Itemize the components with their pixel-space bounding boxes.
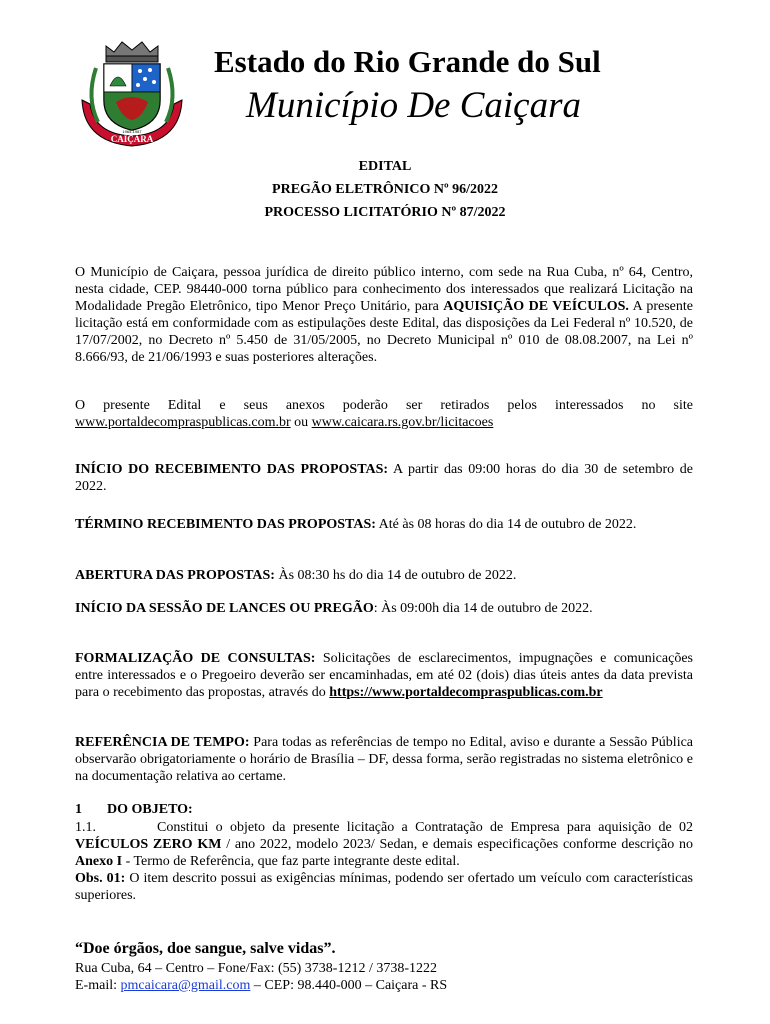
- footer-contact: E-mail: pmcaicara@gmail.com – CEP: 98.440-000 – Caiçara - RS: [75, 978, 448, 993]
- title-pregao: PREGÃO ELETRÔNICO Nº 96/2022: [272, 182, 498, 197]
- footer-quote: “Doe órgãos, doe sangue, salve vidas”.: [75, 940, 336, 957]
- obs-paragraph: Obs. 01: O item descrito possui as exigências mínimas, podendo ser ofertado um veículo com características superiores.: [75, 871, 693, 903]
- section-1-title: 1 DO OBJETO:: [75, 802, 193, 817]
- state-heading: Estado do Rio Grande do Sul: [214, 44, 601, 79]
- sessao-paragraph: INÍCIO DA SESSÃO DE LANCES OU PREGÃO: Às 09:00h dia 14 de outubro de 2022.: [75, 601, 593, 616]
- portal-https-link[interactable]: https://www.portaldecompraspublicas.com.br: [329, 685, 603, 700]
- portal-link[interactable]: www.portaldecompraspublicas.com.br: [75, 415, 291, 430]
- municipality-heading: Município De Caiçara: [246, 85, 582, 126]
- title-edital: EDITAL: [358, 159, 412, 174]
- section-1-item-1: 1.1. Constitui o objeto da presente licitação a Contratação de Empresa para aquisição de 02 VEÍCULOS ZERO KM / ano 2022, modelo 2023/ Sedan, e demais especificações conforme descrição no Anexo I - Termo de Referência, que faz parte integrante deste edital.: [75, 820, 693, 869]
- email-link[interactable]: pmcaicara@gmail.com: [120, 978, 251, 993]
- document-titles: [0, 155, 770, 224]
- title-processo: PROCESSO LICITATÓRIO Nº 87/2022: [264, 205, 506, 220]
- municipal-crest-logo: [76, 38, 188, 150]
- termino-recebimento-paragraph: TÉRMINO RECEBIMENTO DAS PROPOSTAS: Até às 08 horas do dia 14 de outubro de 2022.: [75, 517, 637, 532]
- crest-banner-text: CAIÇARA: [110, 134, 154, 144]
- abertura-paragraph: ABERTURA DAS PROPOSTAS: Às 08:30 hs do dia 14 de outubro de 2022.: [75, 568, 517, 583]
- caicara-licitacoes-link[interactable]: www.caicara.rs.gov.br/licitacoes: [311, 415, 494, 430]
- inicio-recebimento-paragraph: INÍCIO DO RECEBIMENTO DAS PROPOSTAS: A partir das 09:00 horas do dia 30 de setembro de 2022.: [75, 462, 693, 494]
- formalizacao-paragraph: FORMALIZAÇÃO DE CONSULTAS: Solicitações de esclarecimentos, impugnações e comunicações entre interessados e o Pregoeiro deverão ser encaminhadas, em até 02 (dois) dias úteis antes da data prevista para o recebimento das propostas, através do https://www.portaldecompraspublicas.com.br: [75, 651, 693, 700]
- referencia-paragraph: REFERÊNCIA DE TEMPO: Para todas as referências de tempo no Edital, aviso e durante a Sessão Pública observarão obrigatoriamente o horário de Brasília – DF, dessa forma, serão registradas no sistema eletrônico e na documentação relativa ao certame.: [75, 735, 694, 784]
- intro-paragraph: O Município de Caiçara, pessoa jurídica de direito público interno, com sede na Rua Cuba, nº 64, Centro, nesta cidade, CEP. 98440-000 torna público para conhecimento dos interessados que realizará Licitação na Modalidade Pregão Eletrônico, tipo Menor Preço Unitário, para AQUISIÇÃO DE VEÍCULOS. A presente licitação está em conformidade com as estipulações deste Edital, das disposições da Lei Federal nº 10.520, de 17/07/2002, no Decreto nº 5.450 de 31/05/2005, no Decreto Municipal nº 010 de 08.08.2007, na Lei nº 8.666/93, de 21/06/1993 e suas posteriores alterações.: [75, 265, 693, 365]
- retrieval-paragraph: O presente Edital e seus anexos poderão ser retirados pelos interessados no site www.portaldecompraspublicas.com.br ou www.caicara.rs.gov.br/licitacoes: [75, 398, 693, 430]
- footer-address: Rua Cuba, 64 – Centro – Fone/Fax: (55) 3738-1212 / 3738-1222: [75, 961, 438, 976]
- crest-years-text: 1965-1987: [122, 129, 142, 134]
